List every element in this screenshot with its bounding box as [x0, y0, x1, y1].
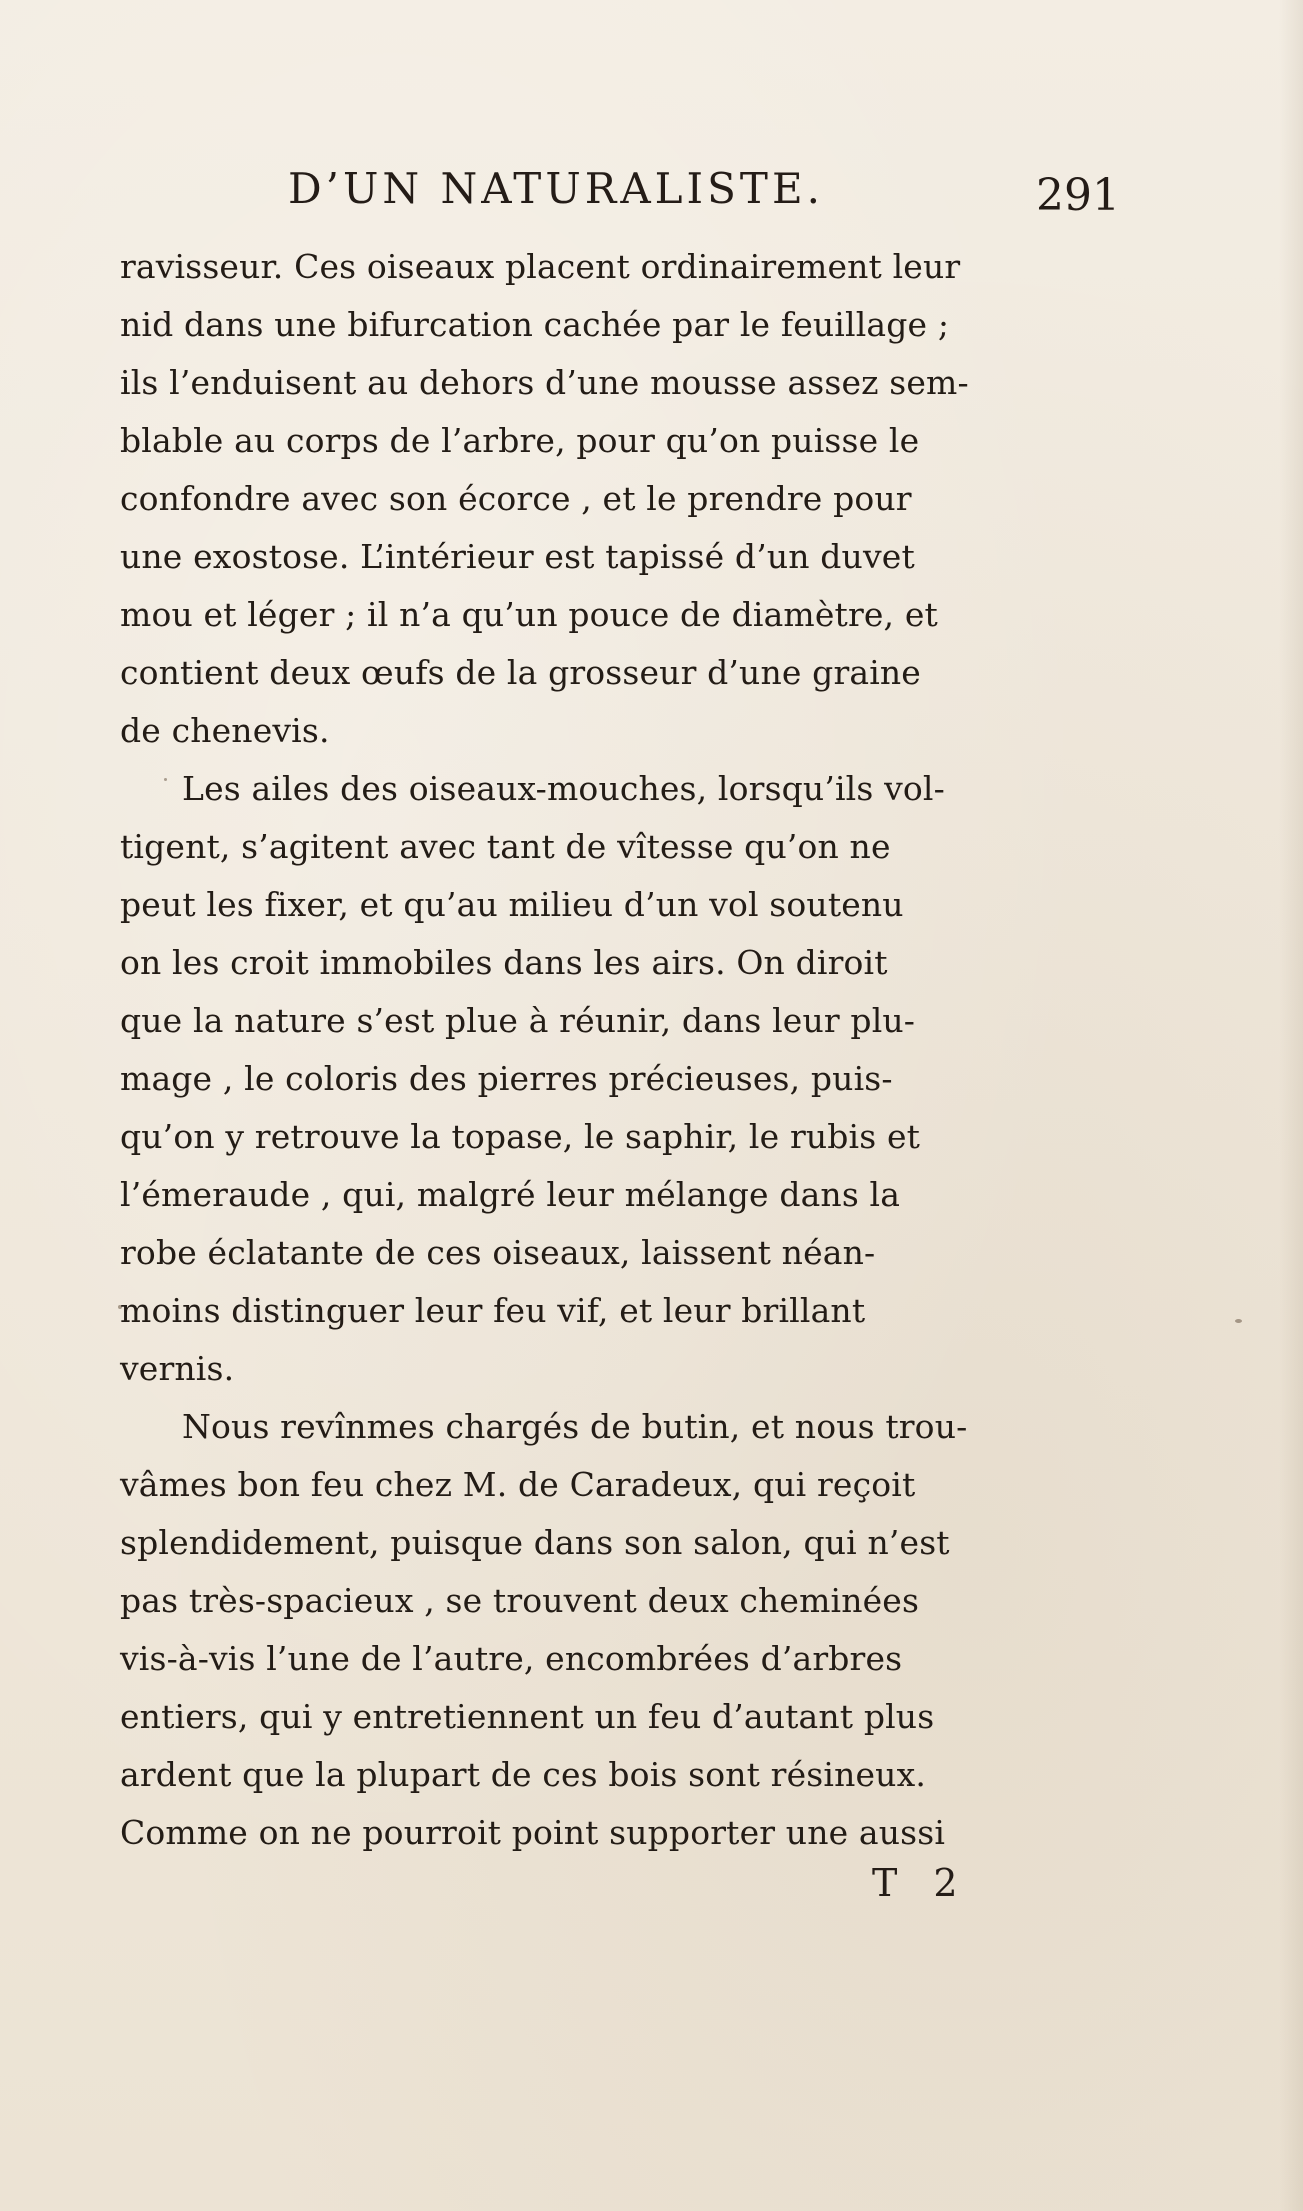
running-header-title: D’UN NATURALISTE. — [288, 164, 824, 213]
text-line: contient deux œufs de la grosseur d’une graine — [120, 653, 921, 692]
text-line: tigent, s’agitent avec tant de vîtesse qu’on ne — [120, 827, 891, 866]
text-line: l’émeraude , qui, malgré leur mélange dans la — [120, 1175, 901, 1214]
text-line: mage , le coloris des pierres précieuses, puis- — [120, 1059, 893, 1098]
paragraph-start-line: Les ailes des oiseaux-mouches, lorsqu’ils vol- — [182, 769, 945, 808]
text-line: robe éclatante de ces oiseaux, laissent néan- — [120, 1233, 876, 1272]
text-line: vâmes bon feu chez M. de Caradeux, qui reçoit — [120, 1465, 916, 1504]
text-line: ils l’enduisent au dehors d’une mousse assez sem- — [120, 363, 969, 402]
text-line: Comme on ne pourroit point supporter une aussi — [120, 1813, 946, 1852]
text-line: entiers, qui y entretiennent un feu d’autant plus — [120, 1697, 935, 1736]
text-line: moins distinguer leur feu vif, et leur brillant — [120, 1291, 866, 1330]
text-line: de chenevis. — [120, 711, 330, 750]
text-line: ardent que la plupart de ces bois sont résineux. — [120, 1755, 926, 1794]
text-line: on les croit immobiles dans les airs. On diroit — [120, 943, 888, 982]
text-line: mou et léger ; il n’a qu’un pouce de diamètre, et — [120, 595, 938, 634]
text-line: une exostose. L’intérieur est tapissé d’un duvet — [120, 537, 915, 576]
text-line: que la nature s’est plue à réunir, dans leur plu- — [120, 1001, 916, 1040]
ink-speck — [1235, 1319, 1242, 1323]
page-number: 291 — [1036, 170, 1120, 221]
text-line: qu’on y retrouve la topase, le saphir, le rubis et — [120, 1117, 921, 1156]
text-line: peut les fixer, et qu’au milieu d’un vol soutenu — [120, 885, 904, 924]
page-edge-shadow — [1279, 0, 1303, 2211]
text-line: vis-à-vis l’une de l’autre, encombrées d’arbres — [120, 1639, 903, 1678]
paragraph-start-line: Nous revînmes chargés de butin, et nous trou- — [182, 1407, 968, 1446]
text-line: vernis. — [120, 1349, 235, 1388]
text-line: pas très-spacieux , se trouvent deux cheminées — [120, 1581, 920, 1620]
text-line: blable au corps de l’arbre, pour qu’on puisse le — [120, 421, 920, 460]
text-block — [120, 164, 1120, 1918]
running-header — [120, 164, 1120, 226]
text-line: splendidement, puisque dans son salon, qui n’est — [120, 1523, 950, 1562]
text-line: confondre avec son écorce , et le prendre pour — [120, 479, 912, 518]
signature-mark — [120, 1861, 1120, 1918]
text-line: ravisseur. Ces oiseaux placent ordinairement leur — [120, 247, 961, 286]
signature-text: T 2 — [872, 1861, 970, 1905]
text-line: nid dans une bifurcation cachée par le feuillage ; — [120, 305, 950, 344]
